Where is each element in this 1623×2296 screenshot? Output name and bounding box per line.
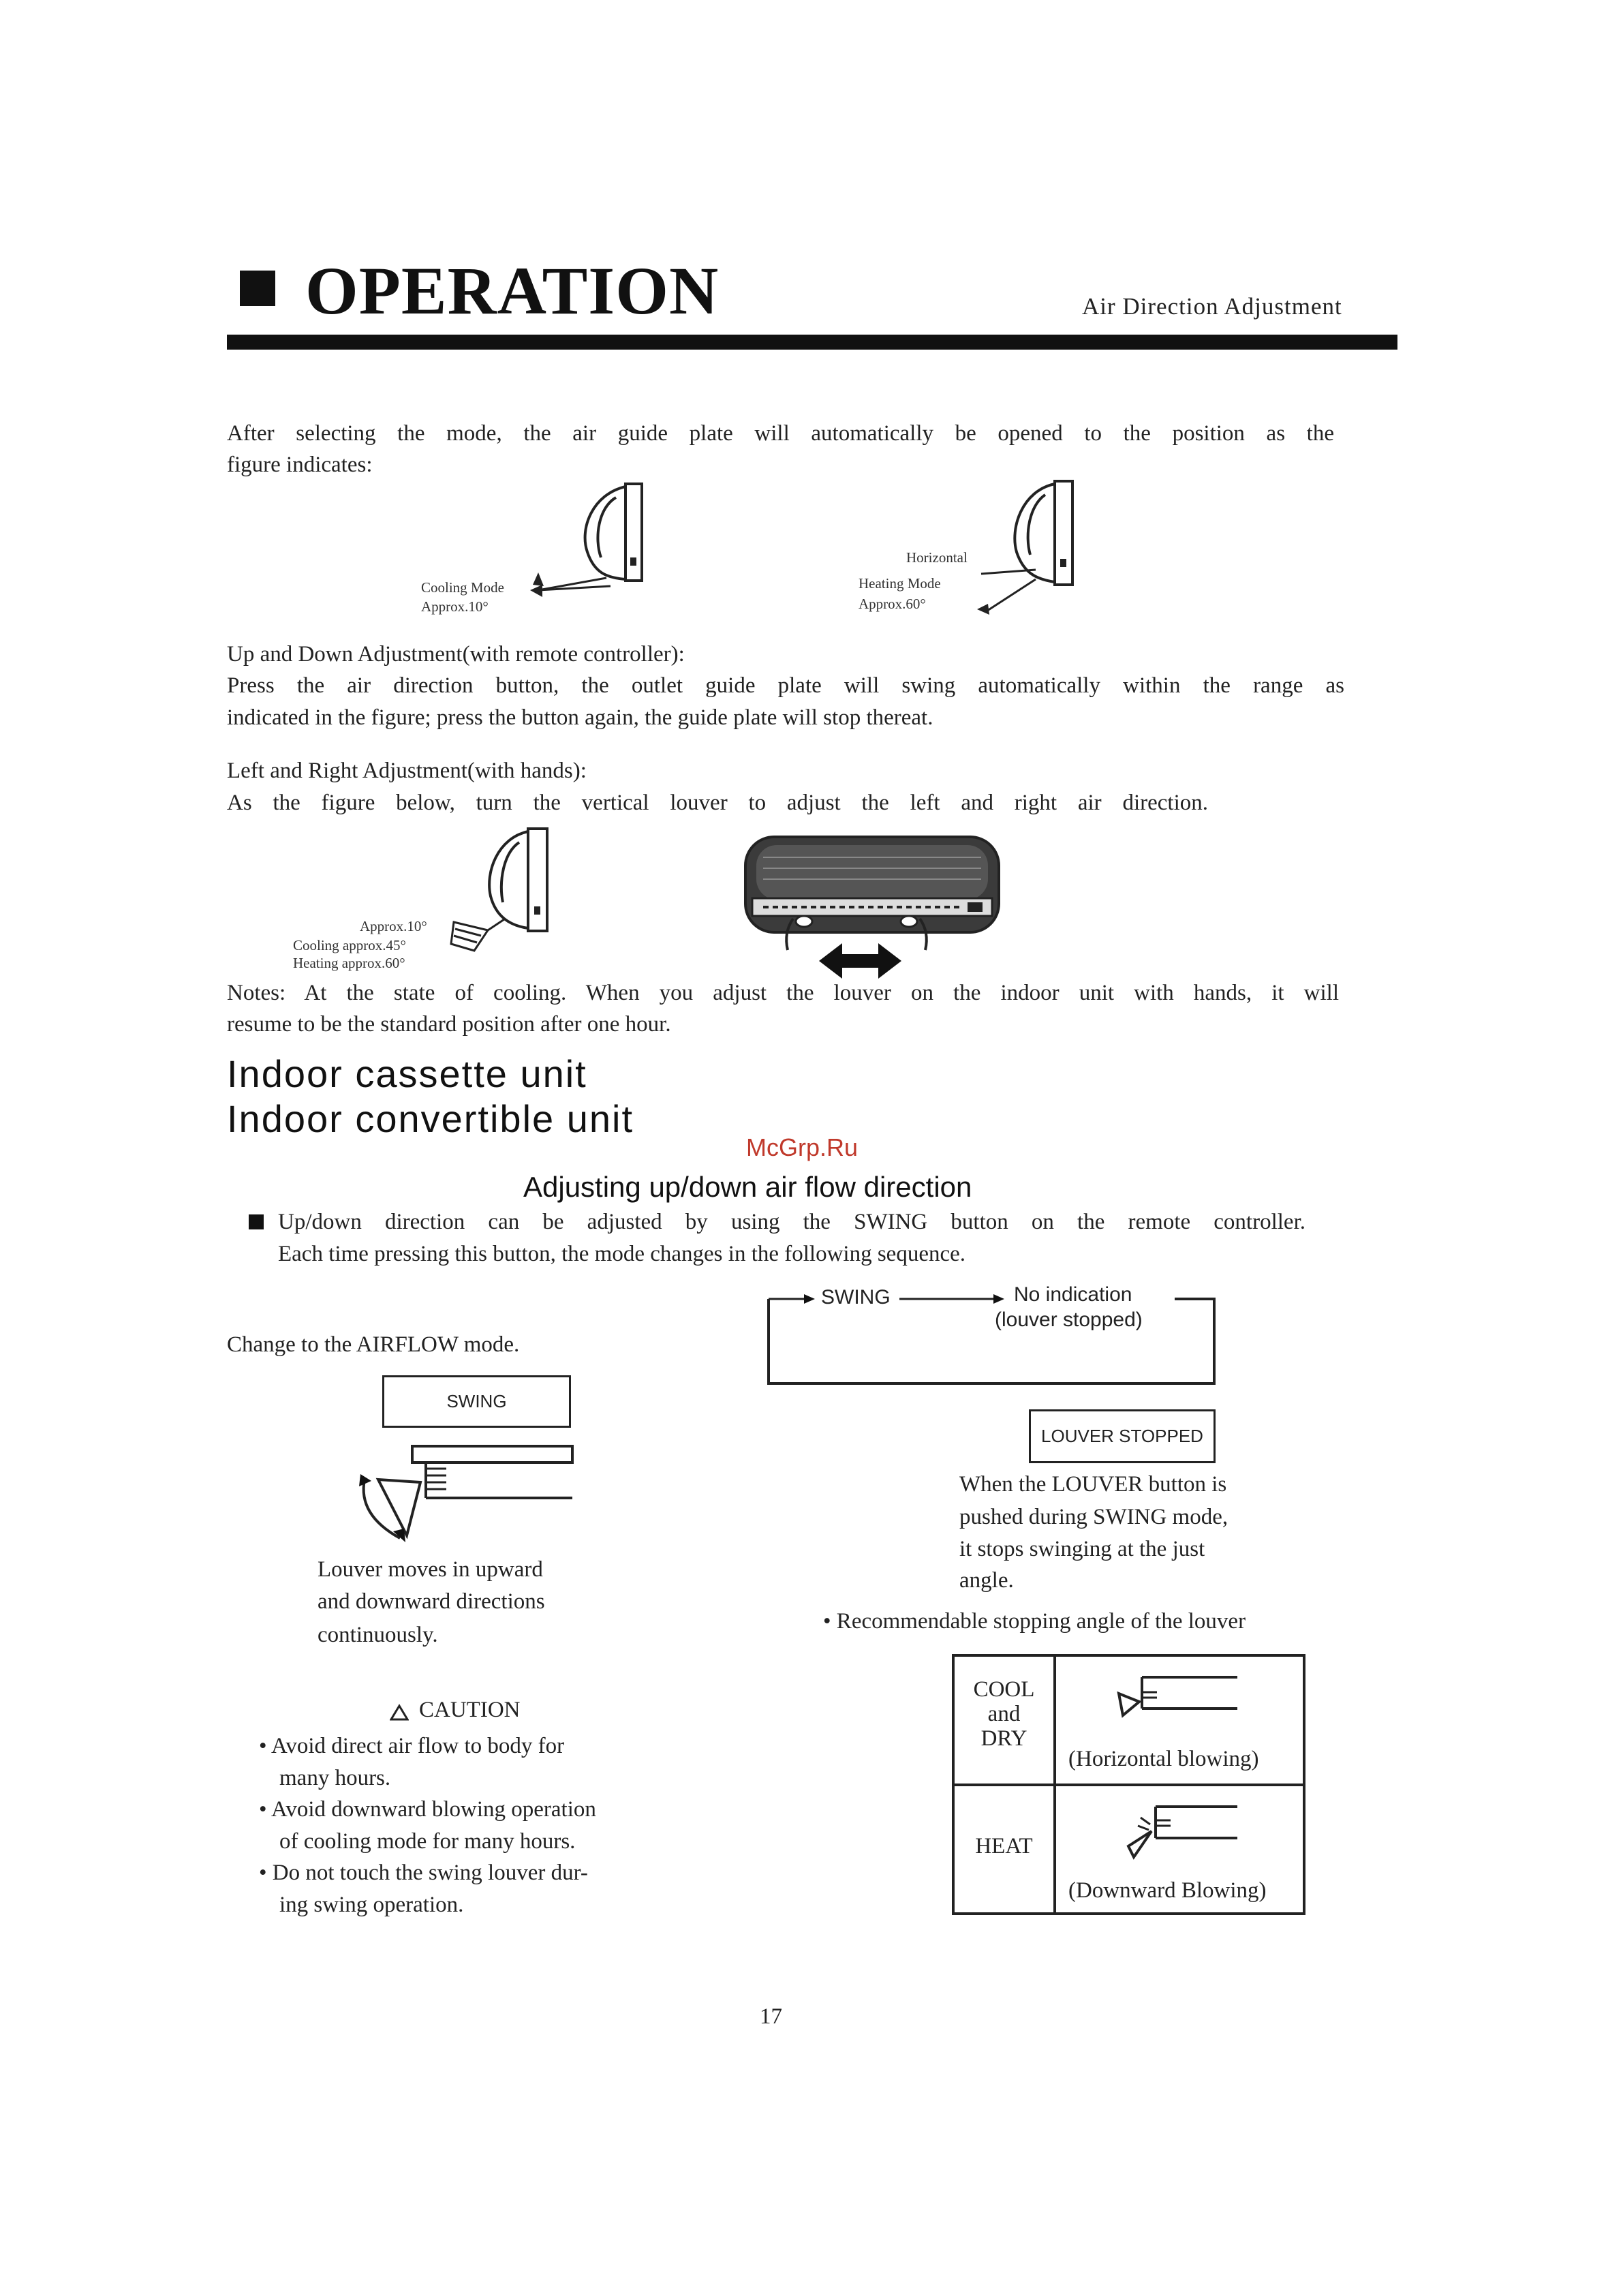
heating-60-label: Heating approx.60° [293,955,405,971]
updown-line-1: Press the air direction button, the outlet guide plate will swing automatically within the range as [227,673,1344,698]
louver-text-2: pushed during SWING mode, [959,1505,1228,1529]
and-label: and [987,1702,1021,1726]
sequence-swing-label: SWING [821,1286,891,1308]
caution-line-1: • Avoid direct air flow to body for [259,1734,565,1758]
intro-line-1: After selecting the mode, the air guide plate will automatically be opened to the position as the [227,421,1334,446]
cool-label: COOL [973,1677,1035,1702]
adjust-heading: Adjusting up/down air flow direction [523,1171,972,1203]
horizontal-louver-icon [1115,1674,1241,1732]
section-title: Air Direction Adjustment [1082,293,1342,320]
louver-stopped-button[interactable] [1029,1409,1216,1463]
downward-louver-icon [1115,1798,1241,1873]
cool-dry-cell [955,1677,1053,1751]
cooling-mode-label: Cooling Mode [421,579,504,596]
watermark: McGrp.Ru [746,1133,859,1161]
angle-table [952,1654,1305,1915]
louver-text-4: angle. [959,1568,1014,1593]
caution-line-6: ing swing operation. [279,1893,464,1917]
page-number: 17 [760,2004,782,2029]
leftright-heading: Left and Right Adjustment(with hands): [227,759,587,783]
updown-heading: Up and Down Adjustment(with remote controller): [227,642,685,667]
approx-10-label: Approx.10° [360,918,427,934]
dry-label: DRY [980,1726,1027,1751]
updown-line-2: indicated in the figure; press the button again, the guide plate will stop thereat. [227,705,933,730]
notes-line-1: Notes: At the state of cooling. When you adjust the louver on the indoor unit with hands, it will [227,981,1339,1005]
louver-desc-1: Louver moves in upward [318,1557,543,1582]
louver-desc-2: and downward directions [318,1589,545,1614]
sequence-no-indication: No indication [1014,1283,1132,1306]
adjust-line-1: Up/down direction can be adjusted by using the SWING button on the remote controller. [278,1210,1305,1234]
cooling-angle-label: Approx.10° [421,598,489,615]
header-rule [227,335,1397,350]
airflow-change-text: Change to the AIRFLOW mode. [227,1332,520,1357]
caution-title: CAUTION [419,1698,521,1722]
left-right-arrow-icon [818,940,903,981]
leftright-line-1: As the figure below, turn the vertical louver to adjust the left and right air direction. [227,791,1208,815]
cooling-45-label: Cooling approx.45° [293,937,406,953]
table-row-divider [955,1784,1303,1786]
heating-mode-label: Heating Mode [859,575,941,592]
heat-label: HEAT [975,1834,1033,1858]
caution-line-5: • Do not touch the swing louver dur- [259,1861,588,1885]
swing-louver-figure [344,1441,576,1544]
louver-text-1: When the LOUVER button is [959,1472,1227,1497]
swing-button-label: SWING [446,1391,507,1411]
horizontal-blowing-label: (Horizontal blowing) [1068,1747,1259,1771]
intro-line-2: figure indicates: [227,453,373,477]
sequence-louver-stopped: (louver stopped) [995,1308,1143,1331]
horizontal-label: Horizontal [906,549,968,566]
heating-unit-figure [968,470,1090,620]
recommend-text: • Recommendable stopping angle of the louver [823,1609,1246,1634]
caution-line-2: many hours. [279,1766,391,1790]
caution-line-3: • Avoid downward blowing operation [259,1797,596,1822]
cassette-unit-heading: Indoor cassette unit [227,1052,587,1095]
header-bullet-icon [240,271,275,306]
downward-blowing-label: (Downward Blowing) [1068,1878,1267,1903]
louver-desc-3: continuously. [318,1623,438,1647]
convertible-unit-heading: Indoor convertible unit [227,1097,634,1140]
page-title: OPERATION [305,253,720,328]
louver-angle-icon [447,917,508,958]
notes-line-2: resume to be the standard position after one hour. [227,1012,671,1037]
louver-stopped-label: LOUVER STOPPED [1041,1426,1203,1446]
heating-angle-label: Approx.60° [859,596,926,612]
adjust-line-2: Each time pressing this button, the mode changes in the following sequence. [278,1242,966,1266]
adjust-bullet-icon [249,1214,264,1229]
caution-line-4: of cooling mode for many hours. [279,1829,576,1854]
swing-button[interactable] [382,1375,571,1428]
caution-triangle-icon [390,1704,409,1721]
louver-text-3: it stops swinging at the just [959,1537,1205,1561]
